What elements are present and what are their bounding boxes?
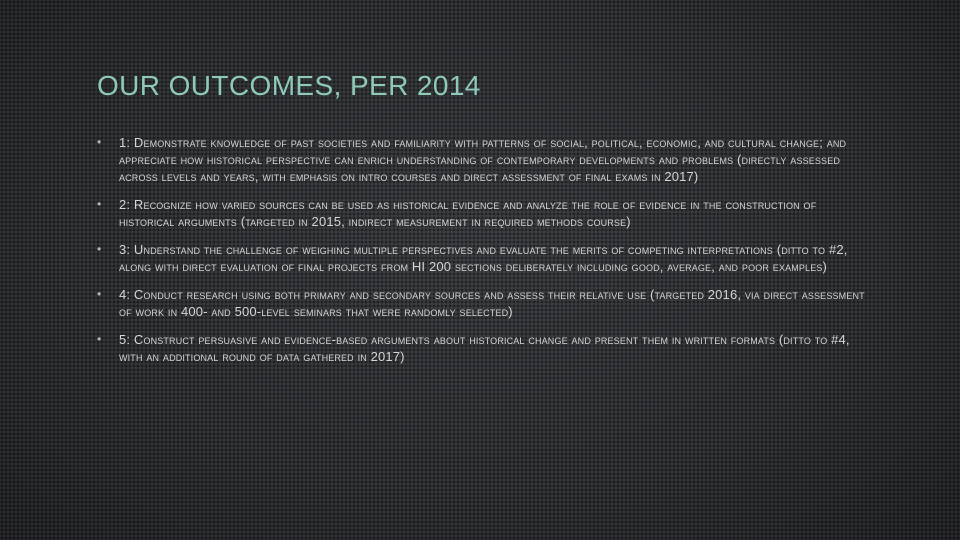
outcome-item-4 (97, 286, 867, 320)
outcome-item-1 (97, 134, 867, 185)
outcome-item-5 (97, 331, 867, 365)
outcome-item-2 (97, 196, 867, 230)
bullet-icon: • (97, 287, 102, 301)
outcome-item-3 (97, 241, 867, 275)
outcome-text-2: 2: Recognize how varied sources can be used as historical evidence and analyze the role of evidence in the construction of historical arguments (targeted in 2015, indirect measurement in required methods course) (119, 197, 817, 229)
bullet-icon: • (97, 332, 102, 346)
outcome-text-4: 4: Conduct research using both primary and secondary sources and assess their relative use (targeted 2016, via direct assessment of work in 400- and 500-level seminars that were randomly selected) (119, 287, 865, 319)
bullet-icon: • (97, 242, 102, 256)
slide-title: OUR OUTCOMES, PER 2014 (97, 70, 481, 101)
outcome-text-5: 5: Construct persuasive and evidence-based arguments about historical change and present them in written formats (ditto to #4, with an additional round of data gathered in 2017) (119, 332, 850, 364)
bullet-icon: • (97, 197, 102, 211)
outcome-text-3: 3: Understand the challenge of weighing multiple perspectives and evaluate the merits of competing interpretations (ditto to #2, along with direct evaluation of final projects from HI 200 sections deliberately including good, average, and poor examples) (119, 242, 848, 274)
bullet-icon: • (97, 135, 102, 149)
outcomes-list (97, 134, 867, 365)
outcome-text-1: 1: Demonstrate knowledge of past societies and familiarity with patterns of social, political, economic, and cultural change; and appreciate how historical perspective can enrich understanding of contemporary developments and problems (directly assessed across levels and years, with emphasis on intro courses and direct assessment of final exams in 2017) (119, 135, 847, 184)
